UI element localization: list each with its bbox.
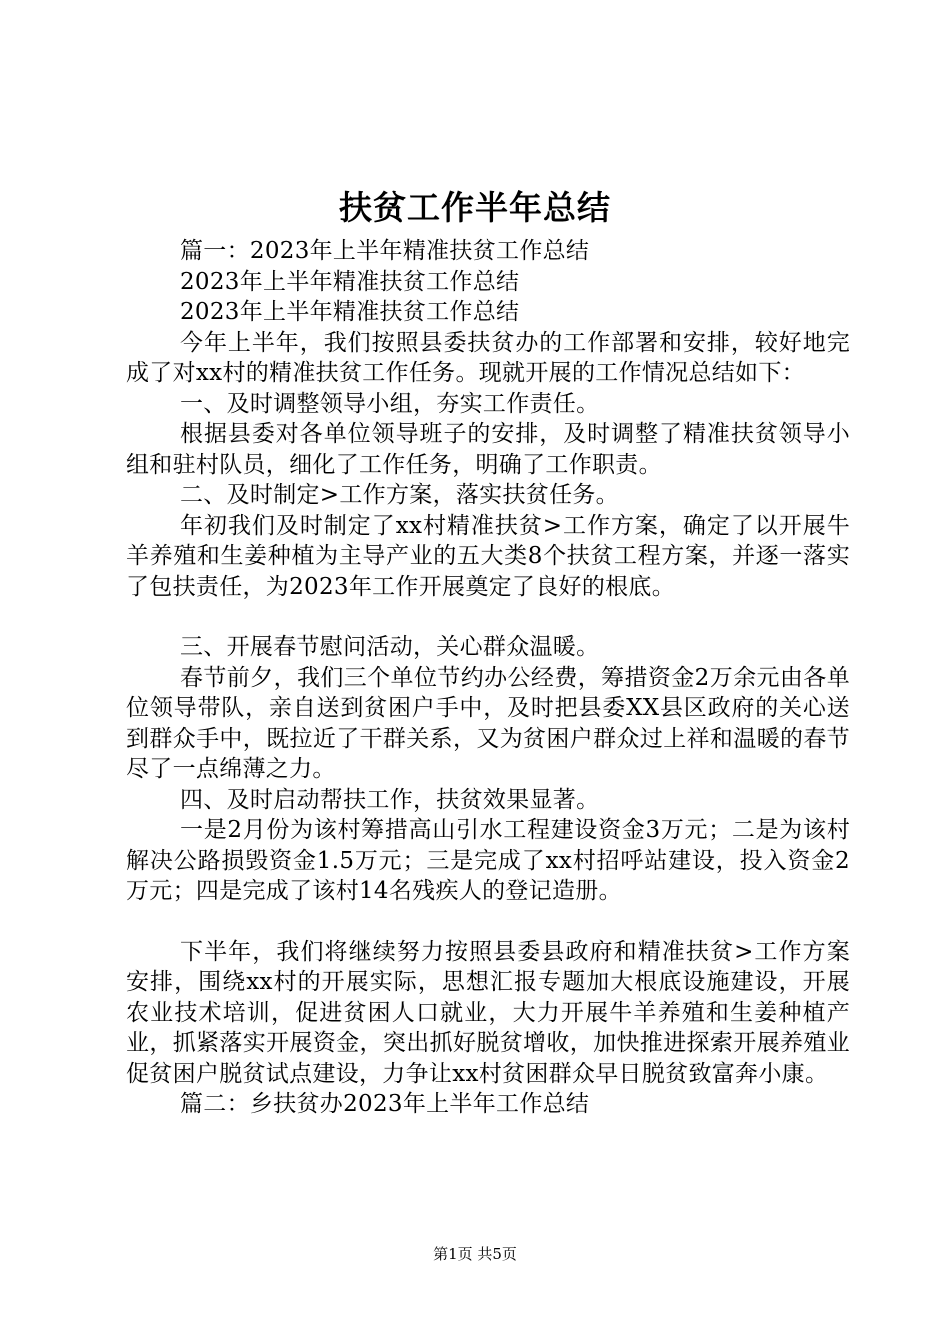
section-heading-1: 一、及时调整领导小组，夯实工作责任。 <box>180 390 600 417</box>
section-body-4: 一是2月份为该村筹措高山引水工程建设资金3万元；二是为该村解决公路损毁资金1.5万元；三是完成了xx村招呼站建设，投入资金2万元；四是完成了该村14名残疾人的登记造册。 <box>126 817 850 904</box>
paragraph-subtitle-1: 2023年上半年精准扶贫工作总结 <box>180 268 520 295</box>
paragraph-intro: 今年上半年，我们按照县委扶贫办的工作部署和安排，较好地完成了对xx村的精准扶贫工作任务。现就开展的工作情况总结如下： <box>126 329 850 386</box>
paragraph-part-one-heading: 篇一：2023年上半年精准扶贫工作总结 <box>180 238 590 264</box>
paragraph-subtitle-2: 2023年上半年精准扶贫工作总结 <box>180 299 520 325</box>
document-body <box>126 236 850 1120</box>
section-body-1: 根据县委对各单位领导班子的安排，及时调整了精准扶贫领导小组和驻村队员，细化了工作任务，明确了工作职责。 <box>126 421 850 478</box>
document-title: 扶贫工作半年总结 <box>339 188 611 227</box>
section-heading-4: 四、及时启动帮扶工作，扶贫效果显著。 <box>180 786 600 813</box>
section-body-2: 年初我们及时制定了xx村精准扶贫>工作方案，确定了以开展牛羊养殖和生姜种植为主导产业的五大类8个扶贫工程方案，并逐一落实了包扶责任，为2023年工作开展奠定了良好的根底。 <box>126 512 850 600</box>
paragraph-part-two-heading: 篇二：乡扶贫办2023年上半年工作总结 <box>180 1091 590 1117</box>
section-body-3: 春节前夕，我们三个单位节约办公经费，筹措资金2万余元由各单位领导带队，亲自送到贫困户手中，及时把县委XX县区政府的关心送到群众手中，既拉近了干群关系，又为贫困户群众过上祥和温暖的春节尽了一点绵薄之力。 <box>126 664 850 782</box>
section-heading-3: 三、开展春节慰问活动，关心群众温暖。 <box>180 634 600 660</box>
paragraph-second-half-plan: 下半年，我们将继续努力按照县委县政府和精准扶贫>工作方案安排，围绕xx村的开展实际，思想汇报专题加大根底设施建设，开展农业技术培训，促进贫困人口就业，大力开展牛羊养殖和生姜种植产业，抓紧落实开展资金，突出抓好脱贫增收，加快推进探索开展养殖业促贫困户脱贫试点建设，力争让xx村贫困群众早日脱贫致富奔小康。 <box>126 938 850 1087</box>
page-number-footer: 第1页 共5页 <box>433 1245 517 1263</box>
section-heading-2: 二、及时制定>工作方案，落实扶贫任务。 <box>180 482 619 508</box>
